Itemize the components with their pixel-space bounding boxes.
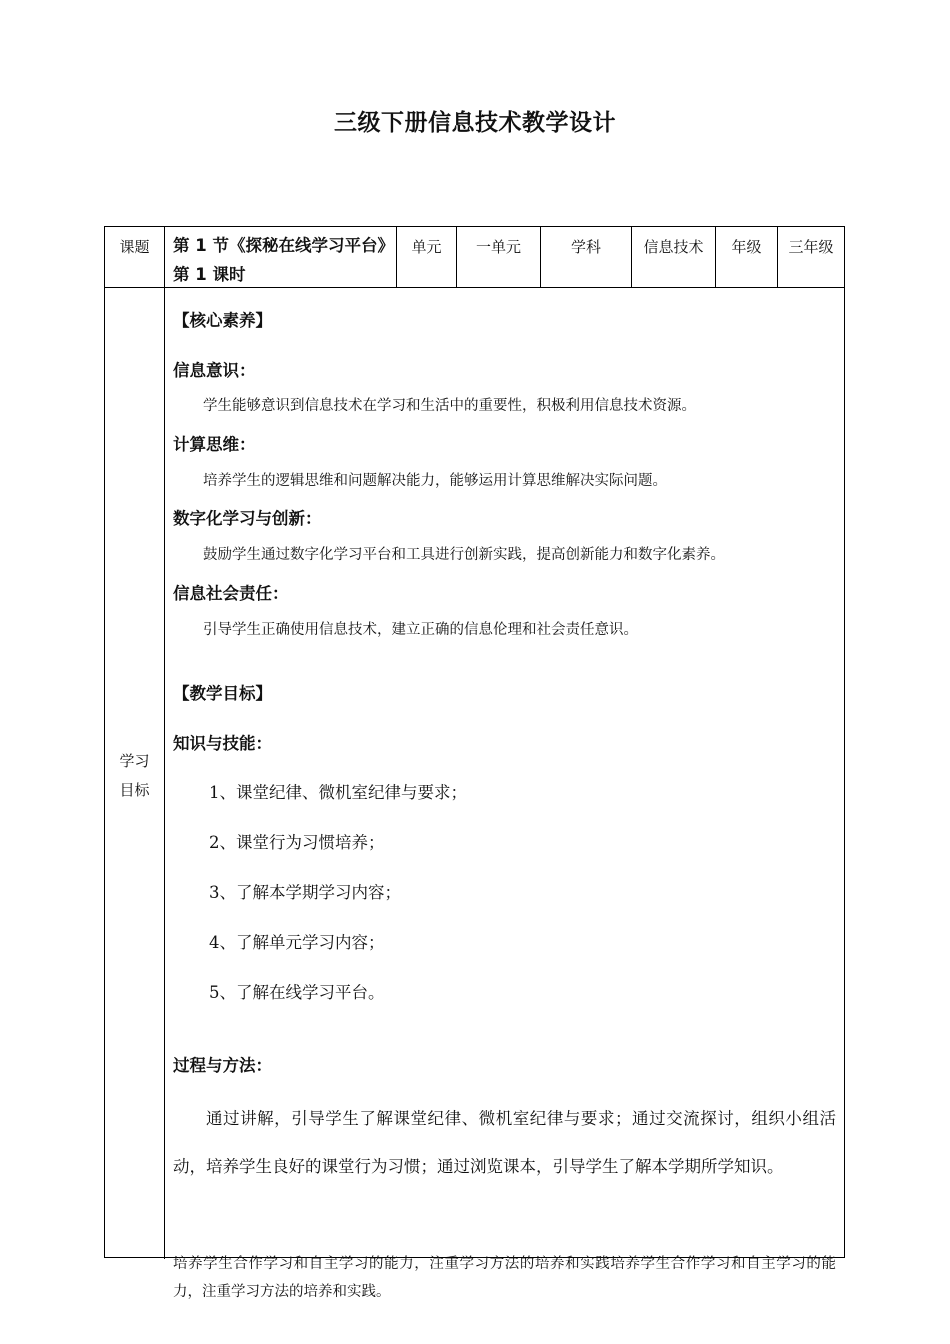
literacy-heading: 数字化学习与创新： [173, 509, 322, 528]
knowledge-item: 2、课堂行为习惯培养； [209, 833, 385, 852]
unit-value: 一单元 [475, 238, 521, 256]
literacy-text: 学生能够意识到信息技术在学习和生活中的重要性，积极利用信息技术资源。 [203, 398, 696, 414]
process-paragraph: 通过讲解，引导学生了解课堂纪律、微机室纪律与要求；通过交流探讨，组织小组活动，培养学生良好的课堂行为习惯；通过浏览课本，引导学生了解本学期所学知识。 [173, 1109, 836, 1176]
grade-value: 三年级 [788, 238, 834, 256]
literacy-heading: 计算思维： [173, 435, 256, 454]
literacy-text: 培养学生的逻辑思维和问题解决能力，能够运用计算思维解决实际问题。 [203, 473, 667, 489]
knowledge-item: 5、了解在线学习平台。 [209, 983, 385, 1002]
side-label-line: 学习 [119, 752, 150, 770]
side-label-line: 目标 [119, 781, 150, 799]
literacy-text: 引导学生正确使用信息技术，建立正确的信息伦理和社会责任意识。 [203, 622, 638, 638]
subject-value: 信息技术 [643, 238, 704, 256]
lesson-plan-table [104, 226, 845, 1300]
goals-content [165, 287, 844, 1300]
process-paragraph-continued: 培养学生合作学习和自主学习的能力，注重学习方法的培养和实践培养学生合作学习和自主学习的能力，注重学习方法的培养和实践。 [173, 1256, 836, 1300]
topic-label: 课题 [119, 238, 150, 256]
unit-label: 单元 [411, 238, 442, 256]
lesson-title: 第 1 节《探秘在线学习平台》第 1 课时 [173, 236, 394, 284]
literacy-heading: 信息社会责任： [173, 584, 289, 603]
subject-label: 学科 [570, 238, 601, 256]
teaching-goals-heading: 【教学目标】 [173, 684, 272, 703]
literacy-text: 鼓励学生通过数字化学习平台和工具进行创新实践，提高创新能力和数字化素养。 [203, 547, 725, 563]
knowledge-heading: 知识与技能： [173, 734, 272, 753]
process-heading: 过程与方法： [173, 1056, 272, 1075]
knowledge-item: 4、了解单元学习内容； [209, 933, 385, 952]
knowledge-item: 3、了解本学期学习内容； [209, 883, 401, 902]
knowledge-item: 1、课堂纪律、微机室纪律与要求； [209, 783, 467, 802]
document-title: 三级下册信息技术教学设计 [334, 110, 616, 136]
grade-label: 年级 [731, 238, 762, 256]
literacy-heading: 信息意识： [173, 361, 256, 380]
learning-goals-label [105, 747, 164, 805]
core-literacy-heading: 【核心素养】 [173, 311, 272, 330]
